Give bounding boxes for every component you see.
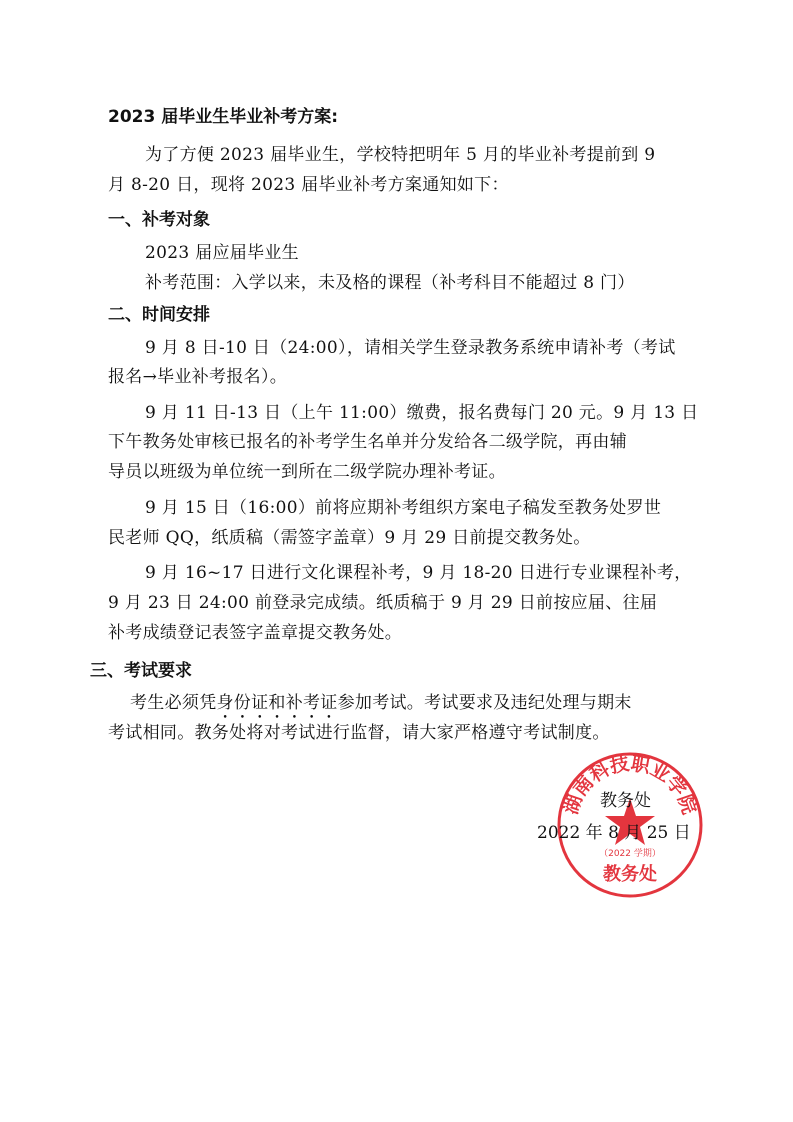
section-heading-schedule: 二、时间安排 (108, 305, 210, 325)
section-heading-requirements: 三、考试要求 (90, 661, 192, 681)
document-title: 2023 届毕业生毕业补考方案: (108, 107, 339, 127)
section-heading-targets: 一、补考对象 (108, 210, 210, 230)
requirements-line-1-after: 参加考试。考试要求及违纪处理与期末 (337, 693, 632, 713)
stamp-center-text: 教务处 (603, 864, 657, 885)
intro-line-2: 月 8-20 日，现将 2023 届毕业补考方案通知如下： (108, 175, 509, 195)
schedule-line-7: 民老师 QQ，纸质稿（需签字盖章）9 月 29 日前提交教务处。 (108, 528, 591, 548)
schedule-line-8: 9 月 16~17 日进行文化课程补考，9 月 18-20 日进行专业课程补考， (145, 563, 692, 583)
targets-line-1: 2023 届应届毕业生 (145, 243, 299, 263)
schedule-line-4: 下午教务处审核已报名的补考学生名单并分发给各二级学院，再由辅 (108, 432, 627, 452)
schedule-line-3: 9 月 11 日-13 日（上午 11:00）缴费，报名费每门 20 元。9 月 13 日 (145, 403, 699, 423)
requirements-emphasis: 身份证和补考证 (216, 693, 338, 713)
targets-line-2: 补考范围：入学以来，未及格的课程（补考科目不能超过 8 门） (145, 273, 635, 293)
stamp-small-text: （2022 学期） (599, 849, 661, 859)
schedule-line-1: 9 月 8 日-10 日（24:00），请相关学生登录教务系统申请补考（考试 (145, 338, 676, 358)
signature-office: 教务处 (600, 791, 651, 811)
schedule-line-2: 报名→毕业补考报名）。 (108, 367, 288, 387)
signature-date: 2022 年 8 月 25 日 (537, 823, 691, 843)
stamp-ring-text: 湖南科技职业学院 (559, 752, 701, 818)
requirements-line-2: 考试相同。教务处将对考试进行监督，请大家严格遵守考试制度。 (108, 723, 610, 743)
schedule-line-9: 9 月 23 日 24:00 前登录完成绩。纸质稿于 9 月 29 日前按应届、往届 (108, 593, 658, 613)
intro-line-1: 为了方便 2023 届毕业生，学校特把明年 5 月的毕业补考提前到 9 (145, 145, 656, 165)
requirements-line-1-before: 考生必须凭 (130, 693, 217, 713)
schedule-line-5: 导员以班级为单位统一到所在二级学院办理补考证。 (108, 462, 506, 482)
schedule-line-10: 补考成绩登记表签字盖章提交教务处。 (108, 623, 403, 643)
schedule-line-6: 9 月 15 日（16:00）前将应期补考组织方案电子稿发至教务处罗世 (145, 498, 662, 518)
